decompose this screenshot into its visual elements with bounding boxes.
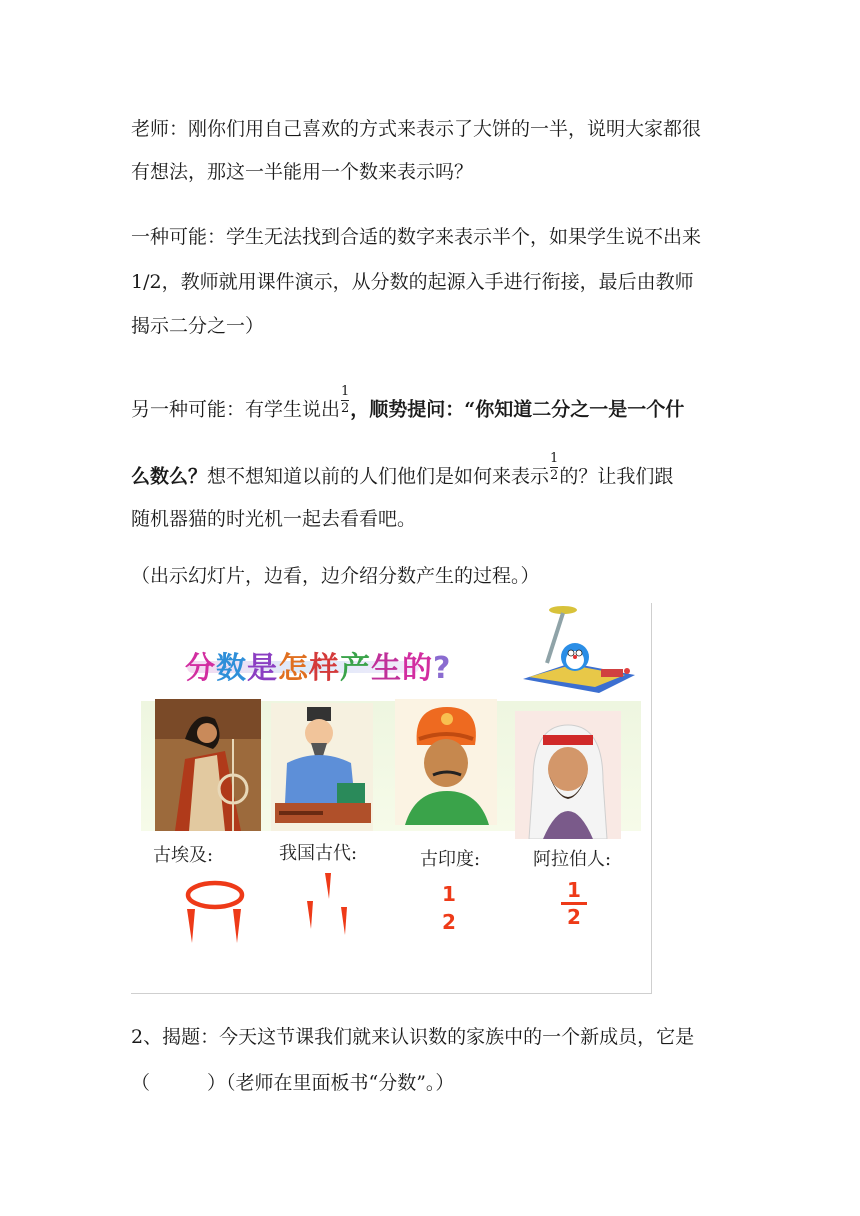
p2-line3: 揭示二分之一） bbox=[131, 315, 265, 337]
arab-denominator: 2 bbox=[567, 905, 581, 929]
label-ancient-egypt: 古埃及: bbox=[153, 845, 214, 866]
p3-line2-c: 的？让我们跟 bbox=[559, 465, 674, 488]
label-ancient-india: 古印度: bbox=[420, 849, 481, 870]
label-ancient-china: 我国古代: bbox=[279, 843, 358, 864]
p3-line3: 随机器猫的时光机一起去看看吧。 bbox=[131, 508, 417, 530]
p5-line1: 2、揭题：今天这节课我们就来认识数的家族中的一个新成员，它是 bbox=[131, 1026, 695, 1048]
p1-line2: 有想法，那这一半能用一个数来表示吗？ bbox=[131, 161, 474, 183]
doraemon-time-machine-illustration bbox=[515, 605, 651, 697]
title-char: 产 bbox=[340, 651, 371, 686]
p3-line2-b: 想不想知道以前的人们他们是如何来表示 bbox=[207, 465, 550, 488]
arab-fraction-symbol bbox=[561, 879, 587, 928]
indian-man-portrait bbox=[395, 699, 497, 825]
chinese-rod-numeral-symbol bbox=[303, 871, 351, 937]
title-char: 的 bbox=[402, 651, 433, 686]
indian-numerator: 1 bbox=[442, 882, 456, 906]
p1-line1: 老师：刚你们用自己喜欢的方式来表示了大饼的一半，说明大家都很 bbox=[131, 118, 702, 140]
p4: （出示幻灯片，边看，边介绍分数产生的过程。） bbox=[131, 565, 540, 587]
title-char: 怎 bbox=[278, 651, 309, 686]
egyptian-portrait bbox=[155, 699, 261, 831]
egyptian-half-symbol bbox=[181, 879, 251, 947]
title-char: 生 bbox=[371, 651, 402, 686]
p3-line2 bbox=[131, 451, 674, 493]
p2-line2: 1/2，教师就用课件演示，从分数的起源入手进行衔接，最后由教师 bbox=[131, 271, 694, 293]
label-arabs: 阿拉伯人: bbox=[533, 849, 612, 870]
title-char: 数 bbox=[216, 651, 247, 686]
fraction-half bbox=[341, 385, 349, 416]
p3-line2-a: 么数么？ bbox=[131, 465, 208, 488]
title-char: ? bbox=[433, 651, 452, 686]
slide-title bbox=[185, 643, 451, 687]
indian-denominator: 2 bbox=[442, 910, 456, 934]
slide-image bbox=[131, 603, 652, 994]
title-char: 样 bbox=[309, 651, 340, 686]
fraction-denominator: 2 bbox=[341, 401, 350, 416]
fraction-half-2 bbox=[550, 452, 558, 483]
arab-numerator: 1 bbox=[567, 878, 581, 902]
indian-fraction-symbol bbox=[439, 883, 459, 933]
fraction-numerator-2: 1 bbox=[550, 451, 559, 466]
p5-line2: （ ）（老师在里面板书“分数”。） bbox=[131, 1072, 455, 1094]
chinese-scholar-portrait bbox=[271, 703, 373, 831]
fraction-numerator: 1 bbox=[341, 384, 350, 399]
title-char: 分 bbox=[185, 651, 216, 686]
title-char: 是 bbox=[247, 651, 278, 686]
arab-man-portrait bbox=[515, 711, 621, 839]
p3-line1-b: ，顺势提问：“你知道二分之一是一个什 bbox=[350, 398, 685, 421]
fraction-denominator-2: 2 bbox=[550, 468, 559, 483]
p2-line1: 一种可能：学生无法找到合适的数字来表示半个，如果学生说不出来 bbox=[131, 226, 702, 248]
p3-line1-a: 另一种可能：有学生说出 bbox=[131, 398, 341, 421]
p3-line1 bbox=[131, 384, 685, 426]
